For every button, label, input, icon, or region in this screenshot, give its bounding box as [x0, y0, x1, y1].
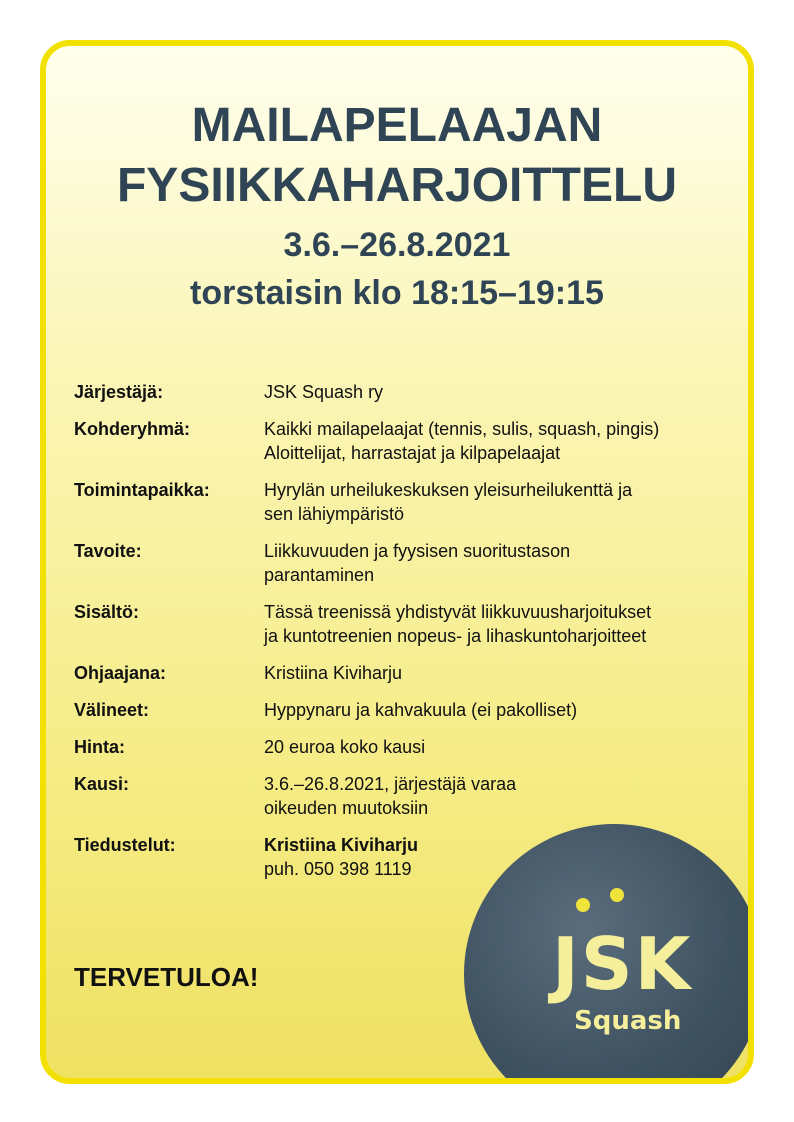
detail-value — [264, 380, 754, 404]
detail-value — [264, 600, 754, 648]
details-list — [74, 380, 754, 894]
detail-value-line: 20 euroa koko kausi — [264, 737, 426, 757]
detail-value-line: Aloittelijat, harrastajat ja kilpapelaajat — [264, 443, 561, 463]
detail-label: Tavoite: — [74, 541, 142, 561]
detail-value — [264, 539, 754, 587]
detail-instructor — [74, 661, 754, 685]
detail-organizer — [74, 380, 754, 404]
logo-dot-icon — [576, 898, 590, 912]
detail-value-line: Tässä treenissä yhdistyvät liikkuvuusharjoitukset — [264, 602, 652, 622]
detail-label: Välineet: — [74, 700, 150, 720]
title-line-1: MAILAPELAAJAN — [191, 99, 603, 152]
detail-location — [74, 478, 754, 526]
detail-value-line: Liikkuvuuden ja fyysisen suoritustason — [264, 541, 571, 561]
detail-value — [264, 417, 754, 465]
title-dates: 3.6.–26.8.2021 — [283, 226, 511, 264]
detail-goal — [74, 539, 754, 587]
detail-value-line: Hyrylän urheilukeskuksen yleisurheilukenttä ja — [264, 480, 633, 500]
detail-target-group — [74, 417, 754, 465]
detail-value-line: oikeuden muutoksiin — [264, 798, 429, 818]
detail-equipment — [74, 698, 754, 722]
detail-value — [264, 735, 754, 759]
detail-season — [74, 772, 754, 820]
detail-value — [264, 698, 754, 722]
detail-value-line: Kristiina Kiviharju — [264, 663, 403, 683]
detail-label: Ohjaajana: — [74, 663, 167, 683]
detail-value — [264, 478, 754, 526]
detail-content — [74, 600, 754, 648]
detail-value — [264, 772, 754, 820]
detail-label: Kohderyhmä: — [74, 419, 191, 439]
welcome-text: TERVETULOA! — [74, 962, 259, 992]
logo-dot-icon — [610, 888, 624, 902]
contact-name: Kristiina Kiviharju — [264, 835, 419, 855]
detail-value-line: parantaminen — [264, 565, 375, 585]
detail-label: Järjestäjä: — [74, 382, 164, 402]
detail-value-line: 3.6.–26.8.2021, järjestäjä varaa — [264, 774, 517, 794]
logo-text-sub: Squash — [574, 1006, 682, 1036]
detail-label: Tiedustelut: — [74, 835, 176, 855]
detail-value-line: ja kuntotreenien nopeus- ja lihaskuntoharjoitteet — [264, 626, 647, 646]
detail-value-line: Hyppynaru ja kahvakuula (ei pakolliset) — [264, 700, 578, 720]
detail-label: Sisältö: — [74, 602, 140, 622]
detail-label: Kausi: — [74, 774, 130, 794]
title-line-2: FYSIIKKAHARJOITTELU — [116, 159, 677, 212]
logo-text-main: JSK — [552, 922, 693, 1006]
detail-label: Toimintapaikka: — [74, 480, 210, 500]
contact-phone: puh. 050 398 1119 — [264, 859, 412, 879]
detail-value — [264, 661, 754, 685]
detail-price — [74, 735, 754, 759]
title-time: torstaisin klo 18:15–19:15 — [190, 274, 604, 312]
detail-value-line: sen lähiympäristö — [264, 504, 405, 524]
poster — [40, 40, 754, 1084]
detail-label: Hinta: — [74, 737, 125, 757]
detail-value-line: Kaikki mailapelaajat (tennis, sulis, squash, pingis) — [264, 419, 660, 439]
detail-value-line: JSK Squash ry — [264, 382, 384, 402]
